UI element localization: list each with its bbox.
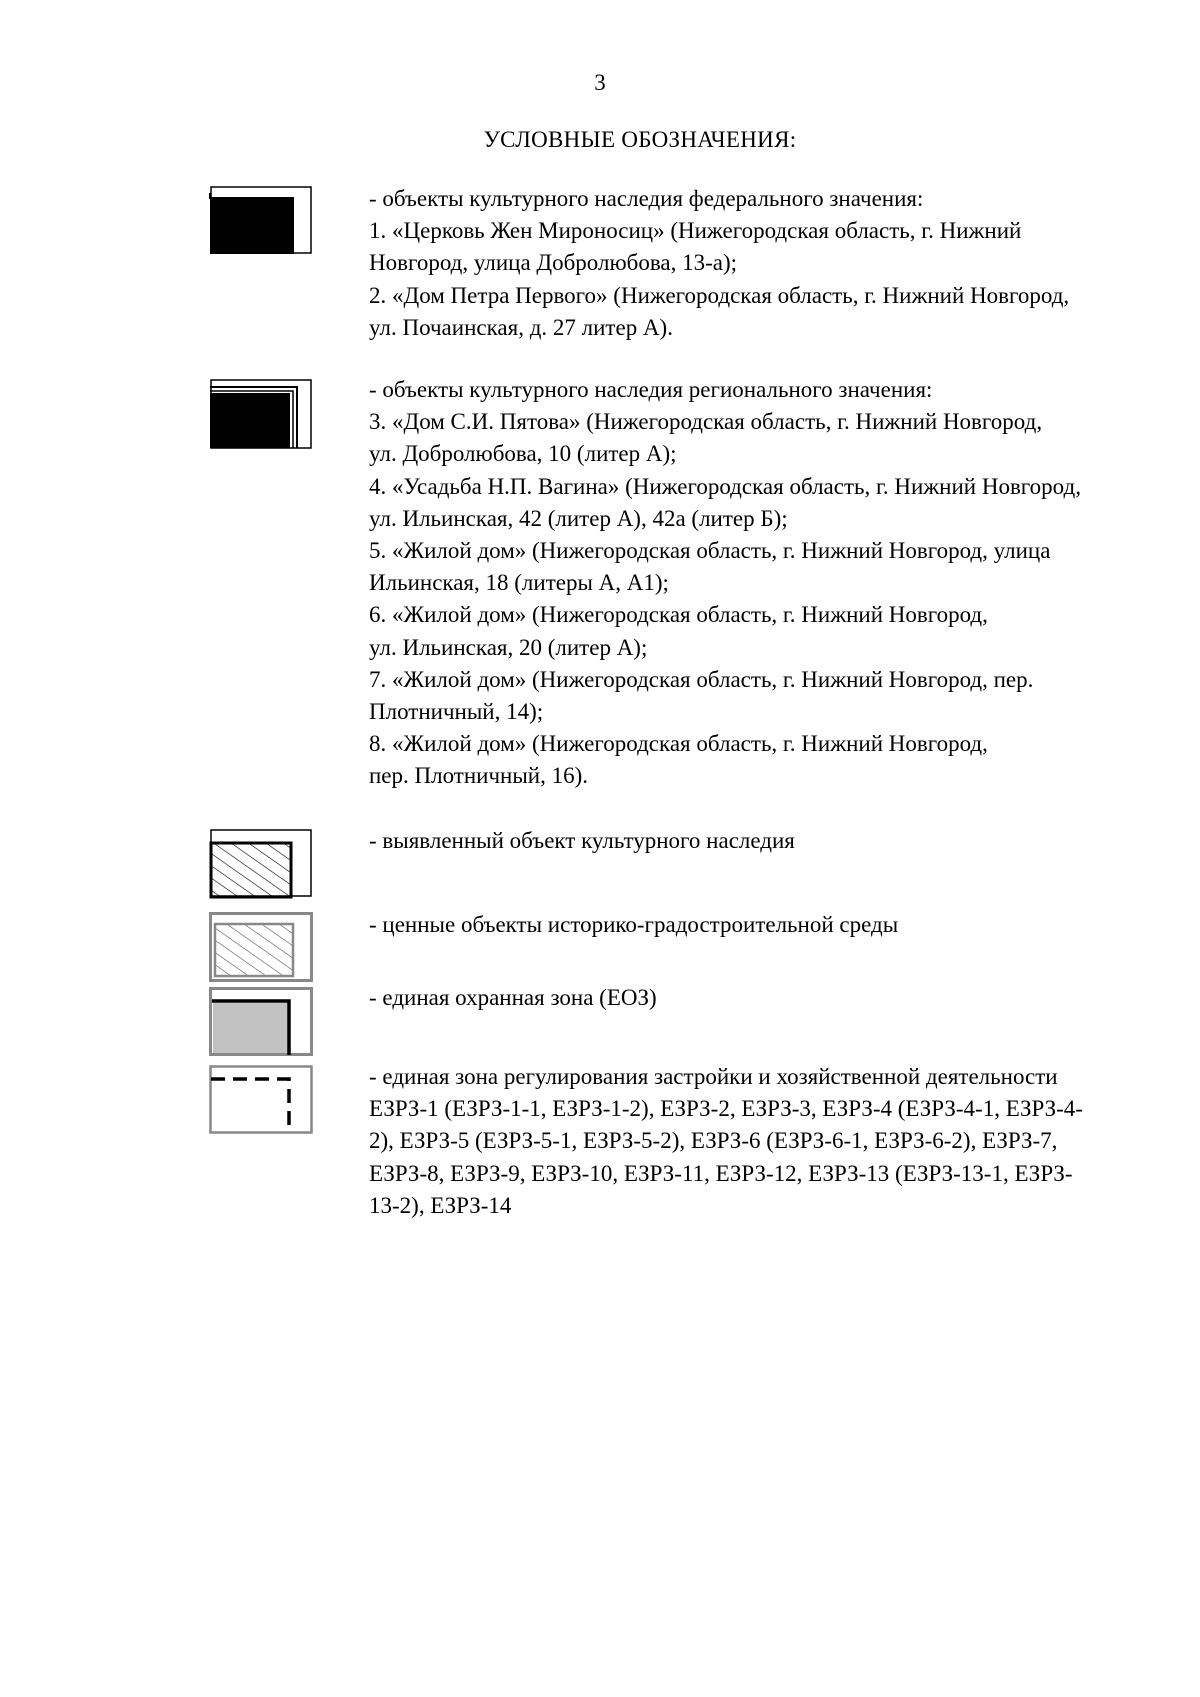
legend-line: - единая охранная зона (ЕОЗ) (369, 985, 657, 1010)
legend-line: 2), ЕЗРЗ-5 (ЕЗРЗ-5-1, ЕЗРЗ-5-2), ЕЗРЗ-6 (ЕЗРЗ-6-1, ЕЗРЗ-6-2), ЕЗРЗ-7, (369, 1128, 1058, 1154)
legend-entry-identified (369, 825, 1129, 857)
page-number: 3 (594, 70, 606, 95)
legend-line: - выявленный объект культурного наследия (369, 828, 795, 853)
legend-line: 13-2), ЕЗРЗ-14 (369, 1192, 512, 1218)
legend-line: Новгород, улица Добролюбова, 13-а); (369, 250, 738, 276)
legend-line: 7. «Жилой дом» (Нижегородская область, г. Нижний Новгород, пер. (369, 666, 1034, 692)
protection-zone-symbol-icon (209, 987, 313, 1057)
legend-line: ул. Почаинская, д. 27 литер А). (369, 314, 673, 340)
legend-line: ЕЗРЗ-1 (ЕЗРЗ-1-1, ЕЗРЗ-1-2), ЕЗРЗ-2, ЕЗРЗ-3, ЕЗРЗ-4 (ЕЗРЗ-4-1, ЕЗРЗ-4- (369, 1096, 1083, 1122)
valuable-objects-symbol-icon (209, 912, 313, 984)
legend-line: 4. «Усадьба Н.П. Вагина» (Нижегородская область, г. Нижний Новгород, (369, 473, 1081, 499)
legend-line: 3. «Дом С.И. Пятова» (Нижегородская область, г. Нижний Новгород, (369, 409, 1043, 435)
legend-line: 1. «Церковь Жен Мироносиц» (Нижегородская область, г. Нижний (369, 218, 1022, 244)
legend-line: 5. «Жилой дом» (Нижегородская область, г. Нижний Новгород, улица (369, 538, 1051, 564)
legend-line: ул. Добролюбова, 10 (литер А); (369, 441, 677, 467)
legend-entry-federal (369, 183, 1129, 344)
legend-line: - объекты культурного наследия регионального значения: (369, 377, 933, 402)
federal-heritage-symbol-icon (209, 185, 313, 255)
regional-heritage-symbol-icon (209, 378, 313, 450)
legend-entry-protection-zone (369, 982, 1129, 1014)
legend-entry-regional (369, 374, 1129, 793)
legend-line: - ценные объекты историко-градостроительной среды (369, 912, 899, 937)
legend-title: УСЛОВНЫЕ ОБОЗНАЧЕНИЯ: (483, 127, 797, 152)
legend-entry-valuable (369, 909, 1129, 941)
legend-line: ул. Ильинская, 20 (литер А); (369, 634, 648, 660)
legend-line: 2. «Дом Петра Первого» (Нижегородская область, г. Нижний Новгород, (369, 282, 1070, 308)
legend-line: пер. Плотничный, 16). (369, 763, 589, 789)
legend-line: Плотничный, 14); (369, 699, 544, 725)
legend-line: 6. «Жилой дом» (Нижегородская область, г. Нижний Новгород, (369, 602, 988, 628)
legend-entry-regulation-zone (369, 1061, 1129, 1222)
legend-line: Ильинская, 18 (литеры А, А1); (369, 570, 669, 596)
legend-line: - объекты культурного наследия федерального значения: (369, 186, 924, 211)
legend-line: ул. Ильинская, 42 (литер А), 42а (литер Б); (369, 505, 788, 531)
identified-heritage-symbol-icon (209, 828, 313, 900)
regulation-zone-symbol-icon (209, 1065, 313, 1135)
legend-line: 8. «Жилой дом» (Нижегородская область, г. Нижний Новгород, (369, 731, 988, 757)
legend-line: ЕЗРЗ-8, ЕЗРЗ-9, ЕЗРЗ-10, ЕЗРЗ-11, ЕЗРЗ-12, ЕЗРЗ-13 (ЕЗРЗ-13-1, ЕЗРЗ- (369, 1160, 1073, 1186)
legend-line: - единая зона регулирования застройки и хозяйственной деятельности (369, 1064, 1058, 1089)
